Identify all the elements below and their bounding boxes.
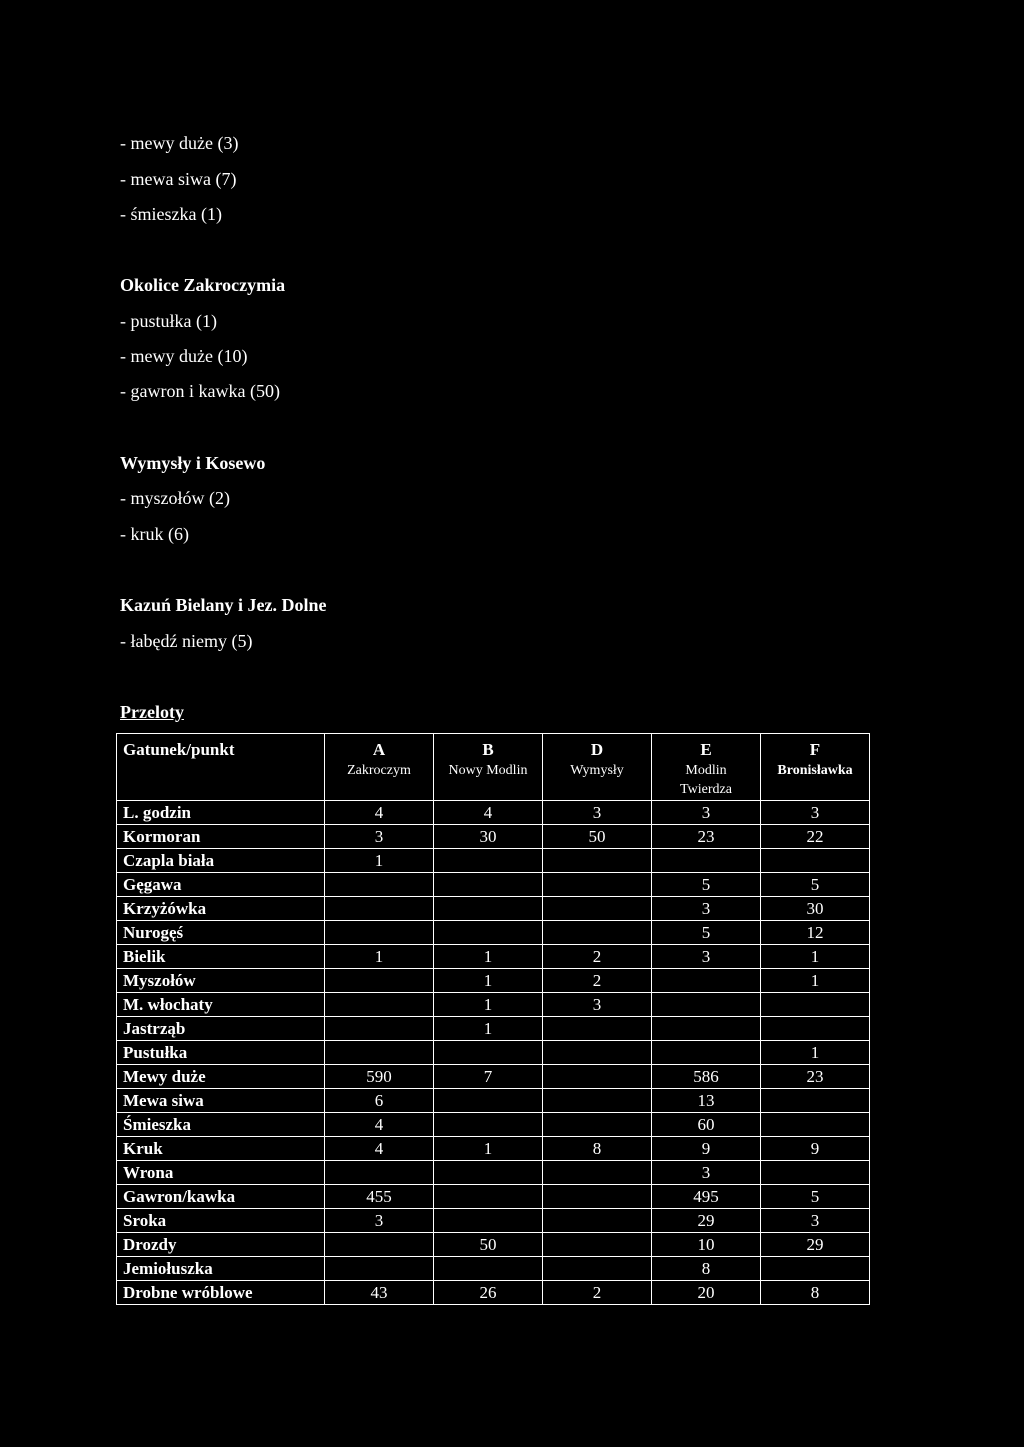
przeloty-title: Przeloty	[120, 702, 184, 722]
count-cell	[434, 1209, 543, 1233]
table-body	[117, 801, 870, 1305]
count-cell: 455	[325, 1185, 434, 1209]
table-row	[117, 801, 870, 825]
count-cell: 2	[543, 1281, 652, 1305]
count-cell	[652, 1017, 761, 1041]
count-cell: 1	[434, 993, 543, 1017]
table-row	[117, 1209, 870, 1233]
species-name: Gęgawa	[117, 873, 325, 897]
species-name: Kruk	[117, 1137, 325, 1161]
table-row	[117, 1185, 870, 1209]
count-cell	[434, 849, 543, 873]
count-cell: 3	[652, 897, 761, 921]
count-cell: 26	[434, 1281, 543, 1305]
count-cell	[652, 969, 761, 993]
count-cell: 3	[543, 801, 652, 825]
count-cell	[761, 993, 870, 1017]
header-gatunek: Gatunek/punkt	[117, 734, 325, 801]
count-cell: 23	[652, 825, 761, 849]
count-cell	[325, 897, 434, 921]
count-cell	[325, 921, 434, 945]
count-cell	[761, 849, 870, 873]
table-row	[117, 1137, 870, 1161]
count-cell: 2	[543, 945, 652, 969]
count-cell	[325, 1041, 434, 1065]
count-cell: 1	[325, 849, 434, 873]
count-cell	[434, 897, 543, 921]
table-row	[117, 1041, 870, 1065]
column-location: Wymysły	[570, 763, 624, 778]
count-cell	[543, 1209, 652, 1233]
count-cell	[543, 897, 652, 921]
count-cell: 5	[761, 1185, 870, 1209]
note-line: - mewy duże (10)	[120, 346, 248, 366]
note-line: - mewy duże (3)	[120, 133, 239, 153]
count-cell	[434, 1041, 543, 1065]
count-cell	[325, 1257, 434, 1281]
table-row	[117, 945, 870, 969]
note-line: - kruk (6)	[120, 524, 189, 544]
table-row	[117, 897, 870, 921]
count-cell	[434, 1257, 543, 1281]
note-line: - pustułka (1)	[120, 311, 217, 331]
header-column-a	[325, 734, 434, 801]
count-cell: 1	[325, 945, 434, 969]
note-line: - śmieszka (1)	[120, 204, 222, 224]
count-cell	[652, 1041, 761, 1065]
species-name: Czapla biała	[117, 849, 325, 873]
count-cell: 9	[652, 1137, 761, 1161]
column-location: Modlin Twierdza	[680, 763, 732, 797]
count-cell: 3	[543, 993, 652, 1017]
column-letter: A	[372, 740, 386, 759]
count-cell: 4	[325, 801, 434, 825]
column-location: Zakroczym	[347, 763, 411, 778]
table-row	[117, 1113, 870, 1137]
count-cell: 5	[652, 921, 761, 945]
note-line: - łabędź niemy (5)	[120, 631, 253, 651]
species-name: Śmieszka	[117, 1113, 325, 1137]
column-letter: F	[809, 740, 821, 759]
column-letter: E	[700, 740, 712, 759]
count-cell: 1	[761, 945, 870, 969]
species-name: Bielik	[117, 945, 325, 969]
species-name: Nurogęś	[117, 921, 325, 945]
species-name: Sroka	[117, 1209, 325, 1233]
count-cell	[652, 849, 761, 873]
count-cell: 10	[652, 1233, 761, 1257]
count-cell: 12	[761, 921, 870, 945]
species-name: Drobne wróblowe	[117, 1281, 325, 1305]
count-cell	[325, 993, 434, 1017]
species-name: Kormoran	[117, 825, 325, 849]
count-cell	[543, 1233, 652, 1257]
count-cell: 4	[325, 1113, 434, 1137]
species-name: Wrona	[117, 1161, 325, 1185]
count-cell	[761, 1089, 870, 1113]
table-row	[117, 1281, 870, 1305]
species-name: Krzyżówka	[117, 897, 325, 921]
column-letter: D	[590, 740, 604, 759]
table-row	[117, 1257, 870, 1281]
species-name: M. włochaty	[117, 993, 325, 1017]
table-row	[117, 1017, 870, 1041]
column-location: Nowy Modlin	[448, 763, 528, 778]
count-cell	[543, 1065, 652, 1089]
count-cell: 1	[761, 1041, 870, 1065]
count-cell: 1	[434, 945, 543, 969]
count-cell: 3	[325, 1209, 434, 1233]
count-cell: 8	[543, 1137, 652, 1161]
header-column-f	[761, 734, 870, 801]
count-cell	[761, 1161, 870, 1185]
count-cell: 30	[434, 825, 543, 849]
count-cell	[543, 1089, 652, 1113]
count-cell: 8	[761, 1281, 870, 1305]
count-cell: 5	[761, 873, 870, 897]
species-name: Jastrząb	[117, 1017, 325, 1041]
count-cell	[434, 873, 543, 897]
table-row	[117, 825, 870, 849]
count-cell: 4	[325, 1137, 434, 1161]
count-cell: 60	[652, 1113, 761, 1137]
count-cell: 29	[652, 1209, 761, 1233]
count-cell: 495	[652, 1185, 761, 1209]
count-cell	[543, 921, 652, 945]
species-name: Pustułka	[117, 1041, 325, 1065]
count-cell	[761, 1017, 870, 1041]
section-heading: Okolice Zakroczymia	[120, 275, 286, 295]
table-row	[117, 1065, 870, 1089]
count-cell: 3	[325, 825, 434, 849]
table-header-row	[117, 734, 870, 801]
count-cell: 50	[543, 825, 652, 849]
count-cell: 586	[652, 1065, 761, 1089]
count-cell	[325, 1233, 434, 1257]
table-row	[117, 969, 870, 993]
count-cell	[761, 1257, 870, 1281]
species-name: Gawron/kawka	[117, 1185, 325, 1209]
note-line: - mewa siwa (7)	[120, 169, 237, 189]
count-cell: 22	[761, 825, 870, 849]
table-row	[117, 1161, 870, 1185]
species-name: Mewy duże	[117, 1065, 325, 1089]
count-cell: 1	[761, 969, 870, 993]
count-cell: 5	[652, 873, 761, 897]
count-cell: 50	[434, 1233, 543, 1257]
count-cell: 1	[434, 1017, 543, 1041]
table-row	[117, 873, 870, 897]
table-row	[117, 849, 870, 873]
count-cell: 3	[652, 945, 761, 969]
count-cell: 8	[652, 1257, 761, 1281]
count-cell	[434, 1089, 543, 1113]
count-cell: 3	[652, 801, 761, 825]
count-cell: 7	[434, 1065, 543, 1089]
note-line: - gawron i kawka (50)	[120, 381, 280, 401]
count-cell	[543, 1257, 652, 1281]
count-cell: 20	[652, 1281, 761, 1305]
count-cell	[543, 1017, 652, 1041]
count-cell	[543, 1161, 652, 1185]
count-cell	[543, 849, 652, 873]
count-cell	[543, 1041, 652, 1065]
count-cell: 1	[434, 1137, 543, 1161]
count-cell: 13	[652, 1089, 761, 1113]
species-name: L. godzin	[117, 801, 325, 825]
count-cell	[434, 1161, 543, 1185]
count-cell	[543, 873, 652, 897]
count-cell: 3	[652, 1161, 761, 1185]
species-name: Myszołów	[117, 969, 325, 993]
count-cell: 43	[325, 1281, 434, 1305]
count-cell: 6	[325, 1089, 434, 1113]
count-cell: 3	[761, 1209, 870, 1233]
section-heading: Kazuń Bielany i Jez. Dolne	[120, 595, 327, 615]
count-cell	[325, 1017, 434, 1041]
count-cell	[325, 969, 434, 993]
przeloty-table	[116, 733, 870, 1305]
table-row	[117, 1089, 870, 1113]
species-name: Mewa siwa	[117, 1089, 325, 1113]
count-cell	[652, 993, 761, 1017]
header-column-d	[543, 734, 652, 801]
column-location: Bronisławka	[777, 763, 853, 778]
header-column-b	[434, 734, 543, 801]
species-name: Jemiołuszka	[117, 1257, 325, 1281]
count-cell	[761, 1113, 870, 1137]
count-cell	[434, 1185, 543, 1209]
count-cell: 1	[434, 969, 543, 993]
table-row	[117, 1233, 870, 1257]
count-cell: 590	[325, 1065, 434, 1089]
column-letter: B	[482, 740, 494, 759]
count-cell: 23	[761, 1065, 870, 1089]
count-cell: 30	[761, 897, 870, 921]
count-cell: 29	[761, 1233, 870, 1257]
count-cell: 4	[434, 801, 543, 825]
table-row	[117, 921, 870, 945]
species-name: Drozdy	[117, 1233, 325, 1257]
count-cell: 9	[761, 1137, 870, 1161]
count-cell	[434, 921, 543, 945]
header-column-e	[652, 734, 761, 801]
count-cell: 3	[761, 801, 870, 825]
count-cell	[325, 1161, 434, 1185]
count-cell: 2	[543, 969, 652, 993]
count-cell	[434, 1113, 543, 1137]
count-cell	[325, 873, 434, 897]
count-cell	[543, 1113, 652, 1137]
note-line: - myszołów (2)	[120, 488, 230, 508]
count-cell	[543, 1185, 652, 1209]
table-row	[117, 993, 870, 1017]
section-heading: Wymysły i Kosewo	[120, 453, 266, 473]
